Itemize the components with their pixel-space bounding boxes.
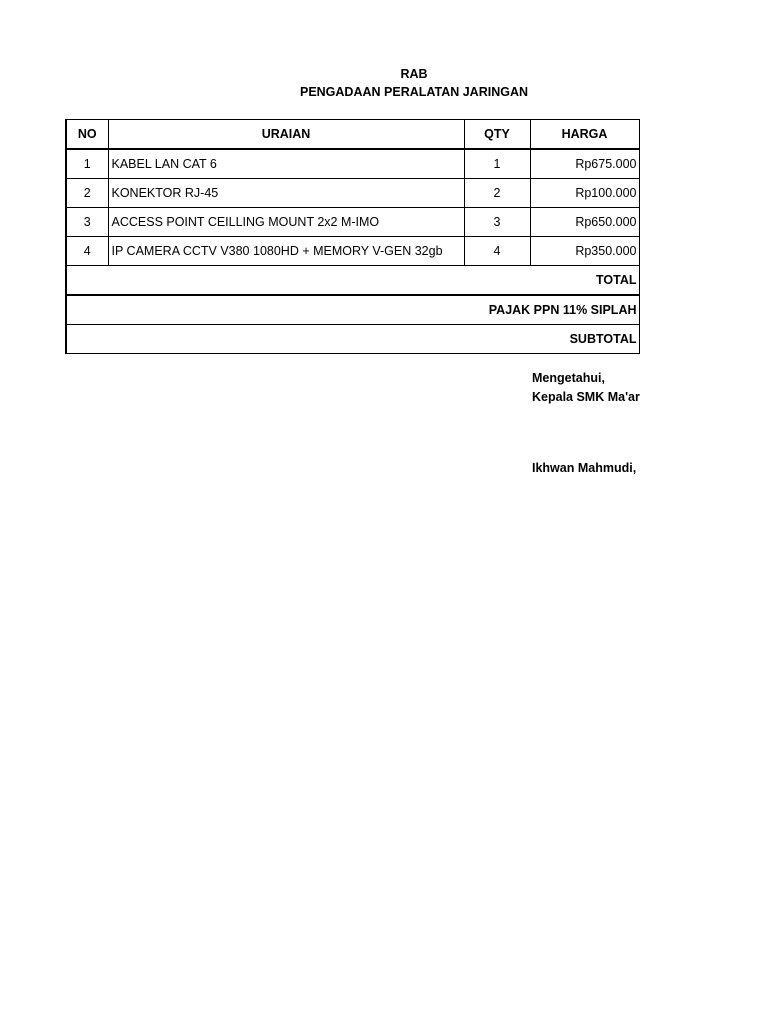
row-no: 4 xyxy=(66,237,108,266)
table-row xyxy=(66,179,639,208)
row-uraian: KABEL LAN CAT 6 xyxy=(108,149,464,179)
header-qty: QTY xyxy=(464,120,530,150)
row-harga: Rp100.000 xyxy=(530,179,639,208)
row-uraian: ACCESS POINT CEILLING MOUNT 2x2 M-IMO xyxy=(108,208,464,237)
total-row xyxy=(66,266,639,296)
row-uraian: IP CAMERA CCTV V380 1080HD + MEMORY V-GEN 32gb xyxy=(108,237,464,266)
row-harga: Rp675.000 xyxy=(530,149,639,179)
table-row xyxy=(66,208,639,237)
row-qty: 3 xyxy=(464,208,530,237)
header-harga: HARGA xyxy=(530,120,639,150)
table-row xyxy=(66,149,639,179)
document-subtitle: PENGADAAN PERALATAN JARINGAN xyxy=(299,85,528,99)
signature-position: Kepala SMK Ma'ar xyxy=(532,390,640,404)
row-qty: 1 xyxy=(464,149,530,179)
row-qty: 4 xyxy=(464,237,530,266)
signature-name: Ikhwan Mahmudi, xyxy=(532,461,637,475)
budget-table xyxy=(65,119,640,354)
row-no: 2 xyxy=(66,179,108,208)
row-qty: 2 xyxy=(464,179,530,208)
subtotal-label: SUBTOTAL xyxy=(66,325,639,354)
row-uraian: KONEKTOR RJ-45 xyxy=(108,179,464,208)
header-uraian: URAIAN xyxy=(108,120,464,150)
row-harga: Rp350.000 xyxy=(530,237,639,266)
signature-acknowledged: Mengetahui, xyxy=(532,371,605,385)
row-harga: Rp650.000 xyxy=(530,208,639,237)
row-no: 1 xyxy=(66,149,108,179)
table-header-row xyxy=(66,120,639,150)
document-title: RAB xyxy=(400,67,428,81)
subtotal-row xyxy=(66,325,639,354)
header-no: NO xyxy=(66,120,108,150)
row-no: 3 xyxy=(66,208,108,237)
table-row xyxy=(66,237,639,266)
tax-label: PAJAK PPN 11% SIPLAH xyxy=(66,295,639,325)
total-label: TOTAL xyxy=(66,266,639,296)
tax-row xyxy=(66,295,639,325)
